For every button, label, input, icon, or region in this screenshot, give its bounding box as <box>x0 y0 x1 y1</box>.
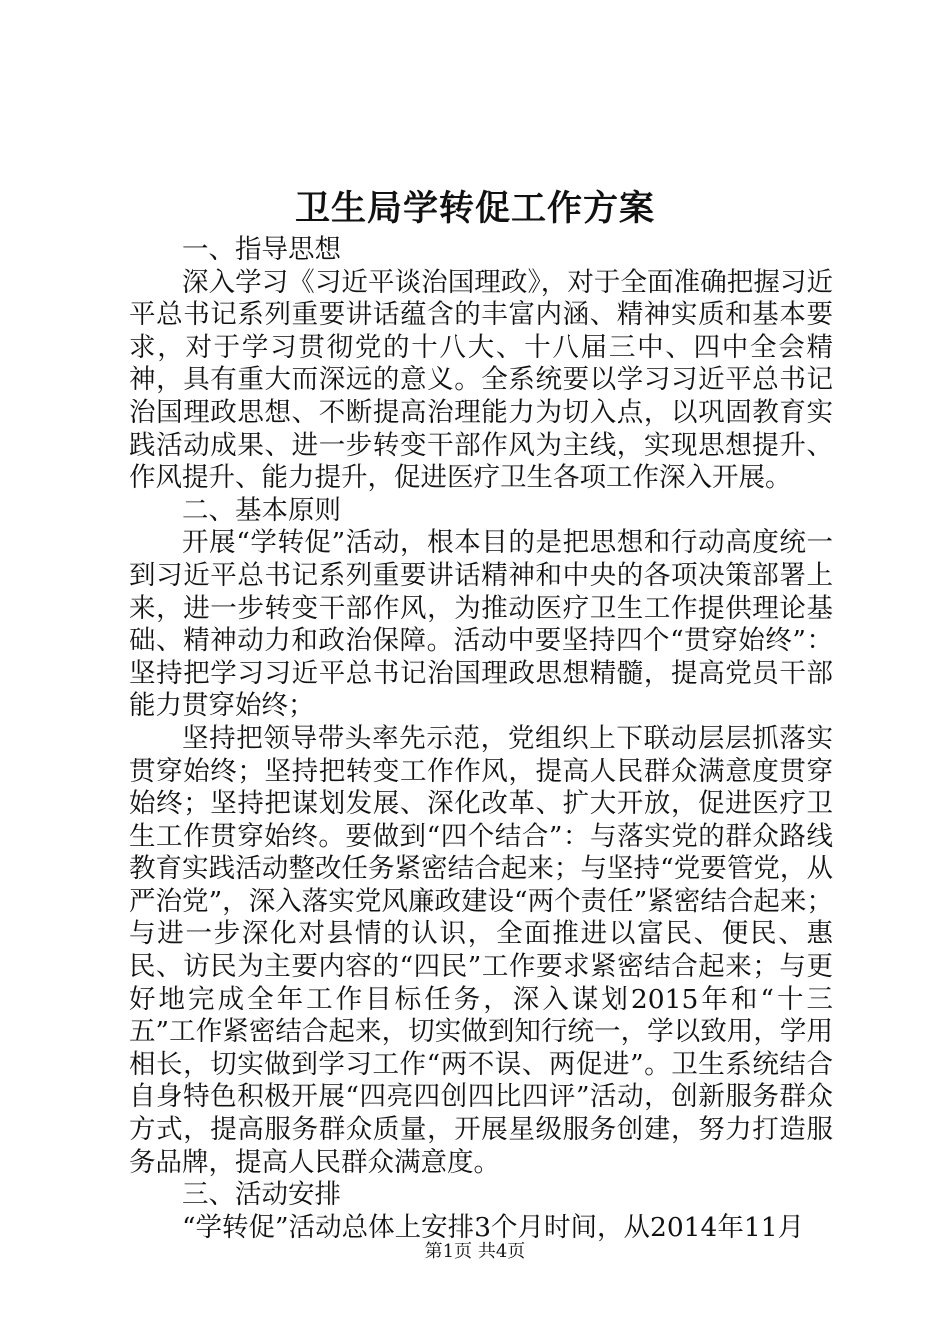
section-heading: 三、活动安排 <box>182 1179 341 1211</box>
paragraph: “学转促”活动总体上安排3个月时间，从2014年11月 <box>182 1211 805 1243</box>
page-indicator: 第1页 共4页 <box>424 1241 526 1262</box>
paragraph: 坚持把领导带头率先示范，党组织上下联动层层抓落实贯穿始终；坚持把转变工作作风，提高人民群众满意度贯穿始终；坚持把谋划发展、深化改革、扩大开放，促进医疗卫生工作贯穿始终。要做到“四个结合”：与落实党的群众路线教育实践活动整改任务紧密结合起来；与坚持“党要管党，从严治党”，深入落实党风廉政建设“两个责任”紧密结合起来；与进一步深化对县情的认识，全面推进以富民、便民、惠民、访民为主要内容的“四民”工作要求紧密结合起来；与更好地完成全年工作目标任务，深入谋划2015年和“十三五”工作紧密结合起来，切实做到知行统一，学以致用，学用相长，切实做到学习工作“两不误、两促进”。卫生系统结合自身特色积极开展“四亮四创四比四评”活动，创新服务群众方式，提高服务群众质量，开展星级服务创建，努力打造服务品牌，提高人民群众满意度。 <box>129 722 833 1178</box>
page-footer <box>0 1240 950 1264</box>
document-body <box>129 234 833 1244</box>
section-heading: 一、指导思想 <box>182 234 341 265</box>
section-heading: 二、基本原则 <box>182 494 341 526</box>
paragraph: 开展“学转促”活动，根本目的是把思想和行动高度统一到习近平总书记系列重要讲话精神和中央的各项决策部署上来，进一步转变干部作风，为推动医疗卫生工作提供理论基础、精神动力和政治保障。活动中要坚持四个“贯穿始终”：坚持把学习习近平总书记治国理政思想精髓，提高党员干部能力贯穿始终； <box>129 527 833 722</box>
paragraph: 深入学习《习近平谈治国理政》，对于全面准确把握习近平总书记系列重要讲话蕴含的丰富内涵、精神实质和基本要求，对于学习贯彻党的十八大、十八届三中、四中全会精神，具有重大而深远的意义。全系统要以学习习近平总书记治国理政思想、不断提高治理能力为切入点，以巩固教育实践活动成果、进一步转变干部作风为主线，实现思想提升、作风提升、能力提升，促进医疗卫生各项工作深入开展。 <box>129 266 833 494</box>
document-title: 卫生局学转促工作方案 <box>294 188 655 229</box>
